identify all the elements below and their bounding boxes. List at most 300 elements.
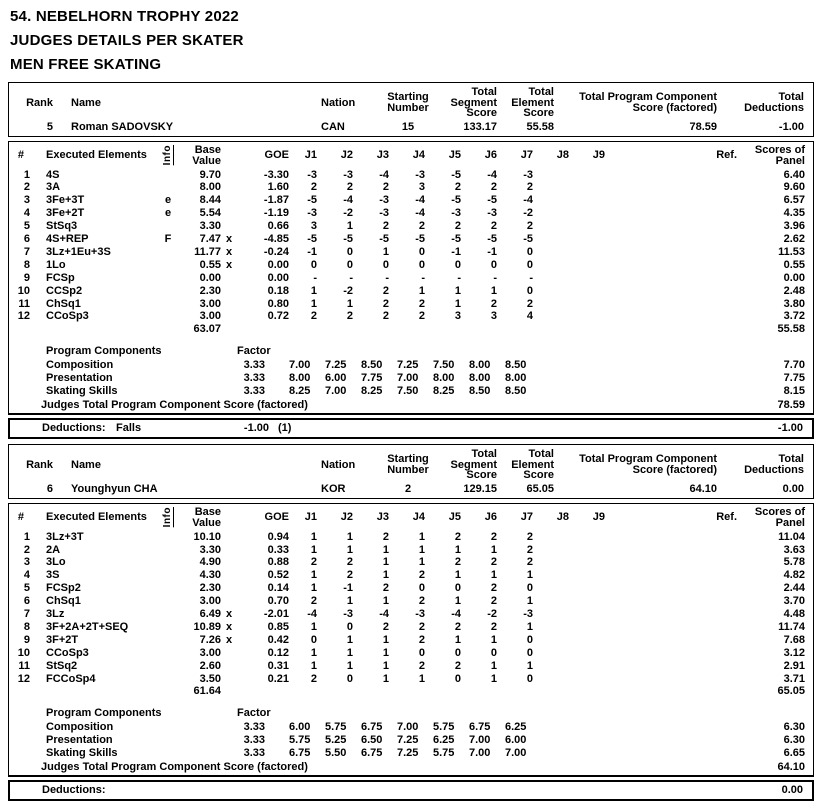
- judge-8-score: [541, 207, 577, 220]
- element-ref: [613, 673, 737, 686]
- judge-8-score: [541, 272, 577, 285]
- judge-6-score: -4: [487, 168, 497, 181]
- judge-9-score: [577, 298, 613, 311]
- scores-of-panel-column-header: Scores of Panel: [754, 506, 805, 529]
- element-row: [9, 531, 813, 544]
- section-spacer: [9, 698, 813, 703]
- judge-9-score: [577, 582, 613, 595]
- pcs-total-row: [9, 398, 813, 413]
- total-segment-score-value: 129.15: [463, 482, 497, 495]
- judge-9-score: [577, 647, 613, 660]
- judge-1-score: -3: [307, 207, 317, 220]
- judge-1-component-score: 6.75: [289, 747, 311, 760]
- element-base-value: 8.44: [199, 194, 221, 207]
- element-goe: 0.12: [267, 646, 289, 659]
- judge-3-score: 0: [382, 258, 389, 271]
- element-x-credit: [221, 582, 237, 595]
- component-row: [9, 747, 813, 760]
- element-name: StSq2: [46, 659, 78, 672]
- element-name: CCoSp3: [46, 310, 89, 323]
- component-name: Skating Skills: [46, 385, 118, 398]
- base-value-column-header: Base Value: [192, 144, 221, 167]
- judge-6-score: 3: [490, 310, 497, 323]
- element-number: 3: [23, 194, 30, 207]
- element-x-credit: [221, 310, 237, 323]
- judge-1-score: 0: [310, 258, 317, 271]
- judge-9-score: [577, 660, 613, 673]
- judge-6-score: -5: [487, 233, 497, 246]
- judge-5-score: -: [457, 271, 461, 284]
- judge-5-column-header: J5: [448, 511, 461, 524]
- element-base-value: 4.90: [199, 556, 221, 569]
- judge-8-score: [541, 194, 577, 207]
- judge-2-score: -: [349, 271, 353, 284]
- judge-5-score: 2: [454, 530, 461, 543]
- component-panel-score: 7.70: [783, 359, 805, 372]
- element-name: FCCoSp4: [46, 672, 96, 685]
- deductions-label: Deductions:: [42, 422, 106, 435]
- info-column-header: [155, 145, 181, 165]
- element-row: [9, 285, 813, 298]
- element-number: 12: [17, 672, 30, 685]
- element-ref: [613, 595, 737, 608]
- judge-9-score: [577, 220, 613, 233]
- judge-8-score: [541, 246, 577, 259]
- element-base-value: 6.49: [199, 608, 221, 621]
- element-row: [9, 298, 813, 311]
- element-name: 3Fe+2T: [46, 207, 85, 220]
- judge-6-score: 1: [490, 633, 497, 646]
- judge-5-component-score: 7.50: [433, 359, 455, 372]
- element-x-credit: x: [226, 633, 233, 646]
- judge-6-score: 2: [490, 220, 497, 233]
- judge-2-score: 1: [346, 543, 353, 556]
- element-number: 7: [23, 608, 30, 621]
- judge-3-score: -5: [379, 233, 389, 246]
- element-ref: [613, 246, 737, 259]
- component-row: [9, 734, 813, 747]
- component-name: Presentation: [46, 734, 113, 747]
- judge-2-score: -4: [343, 194, 353, 207]
- component-panel-score: 6.30: [783, 734, 805, 747]
- element-goe: -0.24: [263, 245, 289, 258]
- element-number: 10: [17, 646, 30, 659]
- judge-4-score: 2: [418, 595, 425, 608]
- element-goe: -3.30: [263, 168, 289, 181]
- judge-6-score: 2: [490, 556, 497, 569]
- element-ref: [613, 608, 737, 621]
- element-score-total: 55.58: [777, 323, 805, 336]
- segment-title: MEN FREE SKATING: [10, 56, 162, 73]
- judge-4-score: 2: [418, 310, 425, 323]
- judge-7-score: 0: [526, 582, 533, 595]
- judge-3-score: 1: [382, 556, 389, 569]
- judge-7-score: 0: [526, 633, 533, 646]
- section-spacer: [9, 336, 813, 341]
- element-base-value: 8.00: [199, 181, 221, 194]
- element-panel-score: 6.40: [783, 168, 805, 181]
- element-base-value: 11.77: [194, 245, 221, 258]
- judge-7-score: 0: [526, 284, 533, 297]
- element-number: 6: [23, 233, 30, 246]
- judge-1-score: 2: [310, 672, 317, 685]
- element-goe: 0.42: [267, 633, 289, 646]
- element-name: 3F+2T: [46, 633, 79, 646]
- judge-7-score: -4: [523, 194, 533, 207]
- judge-2-component-score: 7.00: [325, 385, 347, 398]
- judge-4-score: 0: [418, 245, 425, 258]
- judge-8-column-header: J8: [556, 149, 569, 162]
- element-base-value: 3.00: [199, 310, 221, 323]
- judge-6-score: 2: [490, 582, 497, 595]
- judge-2-score: 1: [346, 530, 353, 543]
- judge-1-component-score: 8.00: [289, 372, 311, 385]
- judge-9-score: [577, 233, 613, 246]
- judge-1-score: 0: [310, 633, 317, 646]
- judge-6-component-score: 8.00: [469, 359, 491, 372]
- judge-7-score: 0: [526, 245, 533, 258]
- judge-3-score: 2: [382, 582, 389, 595]
- element-goe: 0.31: [267, 659, 289, 672]
- element-panel-score: 11.04: [778, 530, 805, 543]
- scores-of-panel-column-header: Scores of Panel: [754, 144, 805, 167]
- element-panel-score: 3.71: [783, 672, 805, 685]
- judge-5-score: 1: [454, 297, 461, 310]
- judge-7-score: 2: [526, 530, 533, 543]
- element-x-credit: x: [226, 620, 233, 633]
- element-base-value: 2.30: [199, 582, 221, 595]
- element-number: 1: [23, 168, 30, 181]
- component-factor: 3.33: [243, 359, 265, 372]
- judge-1-score: 3: [310, 220, 317, 233]
- judge-4-component-score: 7.25: [397, 747, 419, 760]
- element-goe: 0.70: [267, 595, 289, 608]
- judge-8-score: [541, 673, 577, 686]
- judge-4-score: -: [421, 271, 425, 284]
- judge-4-score: 2: [418, 659, 425, 672]
- element-base-value: 5.54: [199, 207, 221, 220]
- element-goe: 0.14: [267, 582, 289, 595]
- judge-1-score: 1: [310, 659, 317, 672]
- judge-2-score: -3: [343, 168, 353, 181]
- judge-6-score: 2: [490, 530, 497, 543]
- judge-9-column-header: J9: [592, 511, 605, 524]
- total-element-score-value: 65.05: [526, 482, 554, 495]
- element-goe: 0.94: [267, 530, 289, 543]
- element-info-flag: [155, 246, 181, 259]
- judge-9-score: [577, 556, 613, 569]
- judge-1-score: 2: [310, 310, 317, 323]
- element-panel-score: 3.72: [783, 310, 805, 323]
- judge-7-score: 2: [526, 220, 533, 233]
- element-number: 12: [17, 310, 30, 323]
- judge-2-score: 0: [346, 672, 353, 685]
- judge-2-score: -3: [343, 608, 353, 621]
- judge-9-score: [577, 272, 613, 285]
- component-name: Composition: [46, 721, 114, 734]
- info-column-header: [155, 507, 181, 527]
- judge-1-score: 1: [310, 582, 317, 595]
- component-name: Presentation: [46, 372, 113, 385]
- element-info-flag: [155, 634, 181, 647]
- element-panel-score: 0.00: [783, 271, 805, 284]
- judge-3-score: -3: [379, 194, 389, 207]
- summary-values-row: [9, 483, 813, 496]
- element-info-flag: [155, 272, 181, 285]
- total-element-score-column-header: Total Element Score: [511, 86, 554, 119]
- component-row: [9, 372, 813, 385]
- judge-4-component-score: 7.50: [397, 385, 419, 398]
- judge-4-score: 2: [418, 569, 425, 582]
- program-components-label: Program Components: [46, 345, 162, 358]
- element-x-credit: [221, 647, 237, 660]
- total-segment-score-column-header: Total Segment Score: [450, 86, 497, 119]
- element-rows: [9, 531, 813, 686]
- name-column-header: Name: [71, 458, 101, 471]
- element-info-flag: [155, 556, 181, 569]
- judge-7-score: 0: [526, 646, 533, 659]
- element-ref: [613, 272, 737, 285]
- element-info-flag: [155, 220, 181, 233]
- judge-7-component-score: 7.00: [505, 747, 527, 760]
- element-row: [9, 595, 813, 608]
- element-info-flag: e: [164, 194, 172, 207]
- element-x-credit: [221, 169, 237, 182]
- judge-7-score: -2: [523, 207, 533, 220]
- judge-4-component-score: 7.25: [397, 734, 419, 747]
- element-info-flag: e: [164, 207, 172, 220]
- summary-header-row: [9, 449, 813, 481]
- event-title: 54. NEBELHORN TROPHY 2022: [10, 8, 239, 25]
- element-row: [9, 259, 813, 272]
- judge-5-score: 2: [454, 556, 461, 569]
- element-info-flag: [155, 621, 181, 634]
- judge-6-score: 1: [490, 543, 497, 556]
- element-number: 4: [23, 569, 30, 582]
- element-ref: [613, 634, 737, 647]
- judge-5-score: -3: [451, 207, 461, 220]
- element-number: 1: [23, 530, 30, 543]
- element-row: [9, 660, 813, 673]
- judge-5-score: 0: [454, 258, 461, 271]
- judge-8-score: [541, 595, 577, 608]
- judge-3-score: 2: [382, 220, 389, 233]
- judge-6-score: -3: [487, 207, 497, 220]
- judge-2-score: 0: [346, 245, 353, 258]
- judge-5-score: 1: [454, 543, 461, 556]
- element-row: [9, 621, 813, 634]
- element-number: 5: [23, 582, 30, 595]
- component-panel-score: 8.15: [783, 385, 805, 398]
- element-goe: 0.00: [267, 258, 289, 271]
- judge-3-score: -: [385, 271, 389, 284]
- element-base-value: 3.30: [199, 543, 221, 556]
- rank-column-header: Rank: [26, 96, 53, 109]
- element-x-credit: [221, 531, 237, 544]
- judge-1-component-score: 8.25: [289, 385, 311, 398]
- judge-3-component-score: 7.75: [361, 372, 383, 385]
- judges-scores-box: [8, 503, 814, 778]
- judge-5-score: 2: [454, 181, 461, 194]
- judge-2-score: 1: [346, 595, 353, 608]
- element-info-flag: [155, 298, 181, 311]
- judge-6-score: 1: [490, 659, 497, 672]
- skater-block: [8, 82, 814, 439]
- judge-3-score: 2: [382, 181, 389, 194]
- judge-3-score: 1: [382, 245, 389, 258]
- judge-6-score: -1: [487, 245, 497, 258]
- judge-6-component-score: 8.50: [469, 385, 491, 398]
- element-row: [9, 634, 813, 647]
- judge-5-score: -5: [451, 194, 461, 207]
- judge-7-score: 1: [526, 659, 533, 672]
- element-goe: -4.85: [263, 233, 289, 246]
- judge-4-score: 3: [418, 181, 425, 194]
- judge-8-score: [541, 285, 577, 298]
- judge-5-component-score: 5.75: [433, 721, 455, 734]
- judge-6-component-score: 7.00: [469, 734, 491, 747]
- element-goe: 0.21: [267, 672, 289, 685]
- judge-3-component-score: 8.25: [361, 385, 383, 398]
- element-base-value: 10.89: [193, 620, 221, 633]
- judge-3-score: 1: [382, 569, 389, 582]
- judge-3-score: 1: [382, 659, 389, 672]
- element-info-flag: [155, 673, 181, 686]
- element-x-credit: x: [226, 608, 233, 621]
- judge-9-score: [577, 673, 613, 686]
- element-info-flag: [155, 608, 181, 621]
- component-factor: 3.33: [243, 734, 265, 747]
- element-row: [9, 556, 813, 569]
- judge-3-score: 1: [382, 633, 389, 646]
- number-column-header: #: [17, 511, 24, 524]
- element-base-value: 3.50: [199, 672, 221, 685]
- element-x-credit: [221, 595, 237, 608]
- judge-1-score: 1: [310, 620, 317, 633]
- total-element-score-column-header: Total Element Score: [511, 448, 554, 482]
- judge-5-score: 1: [454, 633, 461, 646]
- element-base-value: 7.47: [199, 233, 221, 246]
- element-base-value: 3.00: [199, 595, 221, 608]
- element-panel-score: 7.68: [783, 633, 805, 646]
- element-base-value: 9.70: [199, 168, 221, 181]
- element-base-value: 3.00: [199, 646, 221, 659]
- judge-8-score: [541, 569, 577, 582]
- judge-6-column-header: J6: [484, 149, 497, 162]
- executed-elements-column-header: Executed Elements: [46, 149, 147, 162]
- judge-5-component-score: 8.25: [433, 385, 455, 398]
- judge-1-score: 1: [310, 543, 317, 556]
- judge-7-score: 1: [526, 595, 533, 608]
- total-deductions-value: -1.00: [778, 120, 804, 133]
- judge-5-component-score: 8.00: [433, 372, 455, 385]
- deductions-box: [8, 780, 814, 801]
- judge-5-score: 2: [454, 220, 461, 233]
- element-panel-score: 2.62: [783, 233, 805, 246]
- element-row: [9, 233, 813, 246]
- element-number: 11: [18, 659, 30, 672]
- element-number: 8: [23, 620, 30, 633]
- element-info-flag: [155, 582, 181, 595]
- starting-number-value: 15: [401, 120, 415, 133]
- element-ref: [613, 660, 737, 673]
- element-name: 3S: [46, 569, 60, 582]
- goe-column-header: GOE: [264, 149, 289, 162]
- pcs-total-value: 78.59: [777, 399, 805, 412]
- element-ref: [613, 544, 737, 557]
- element-number: 5: [23, 220, 30, 233]
- element-info-flag: [155, 285, 181, 298]
- element-panel-score: 9.60: [783, 181, 805, 194]
- judge-7-score: 0: [526, 672, 533, 685]
- base-value-total: 61.64: [193, 685, 221, 698]
- element-row: [9, 673, 813, 686]
- judge-7-score: 2: [526, 181, 533, 194]
- deduction-count: (1): [278, 422, 292, 435]
- element-name: 3Lo: [46, 556, 66, 569]
- deduction-reason: Falls: [116, 422, 142, 435]
- element-row: [9, 169, 813, 182]
- component-factor: 3.33: [243, 747, 265, 760]
- element-panel-score: 2.48: [783, 284, 805, 297]
- element-panel-score: 6.57: [783, 194, 805, 207]
- judge-7-score: -: [529, 271, 533, 284]
- program-components-header-row: [9, 343, 813, 359]
- starting-number-column-header: Starting Number: [387, 453, 429, 476]
- judge-5-score: 1: [454, 284, 461, 297]
- judge-8-score: [541, 608, 577, 621]
- element-x-credit: [221, 660, 237, 673]
- skater-rank: 6: [46, 482, 53, 495]
- element-row: [9, 544, 813, 557]
- total-pcs-column-header: Total Program Component Score (factored): [579, 453, 717, 476]
- judge-9-score: [577, 246, 613, 259]
- judge-9-score: [577, 608, 613, 621]
- element-number: 2: [23, 181, 30, 194]
- total-segment-score-value: 133.17: [463, 120, 497, 133]
- element-goe: -1.19: [263, 207, 289, 220]
- judge-7-component-score: 8.50: [505, 359, 527, 372]
- judge-2-score: -5: [343, 233, 353, 246]
- element-base-value: 10.10: [193, 530, 221, 543]
- element-number: 7: [23, 245, 30, 258]
- element-name: CCoSp3: [46, 646, 89, 659]
- element-base-value: 4.30: [199, 569, 221, 582]
- element-x-credit: [221, 207, 237, 220]
- judge-4-component-score: 7.00: [397, 372, 419, 385]
- judge-7-score: 1: [526, 569, 533, 582]
- number-column-header: #: [17, 149, 24, 162]
- judge-2-score: 1: [346, 633, 353, 646]
- element-name: StSq3: [46, 220, 78, 233]
- component-rows: [9, 721, 813, 760]
- judge-3-component-score: 6.75: [361, 747, 383, 760]
- judge-9-score: [577, 181, 613, 194]
- judge-5-score: 1: [454, 569, 461, 582]
- judge-2-score: 1: [346, 646, 353, 659]
- element-x-credit: x: [226, 258, 233, 271]
- judge-7-column-header: J7: [520, 149, 533, 162]
- judge-1-score: -1: [307, 245, 317, 258]
- element-panel-score: 2.91: [783, 659, 805, 672]
- judge-2-score: 2: [346, 569, 353, 582]
- judge-5-score: 3: [454, 310, 461, 323]
- judge-4-score: -5: [415, 233, 425, 246]
- element-goe: 0.72: [267, 310, 289, 323]
- element-base-value: 0.00: [199, 271, 221, 284]
- component-panel-score: 6.65: [783, 747, 805, 760]
- element-goe: 0.85: [267, 620, 289, 633]
